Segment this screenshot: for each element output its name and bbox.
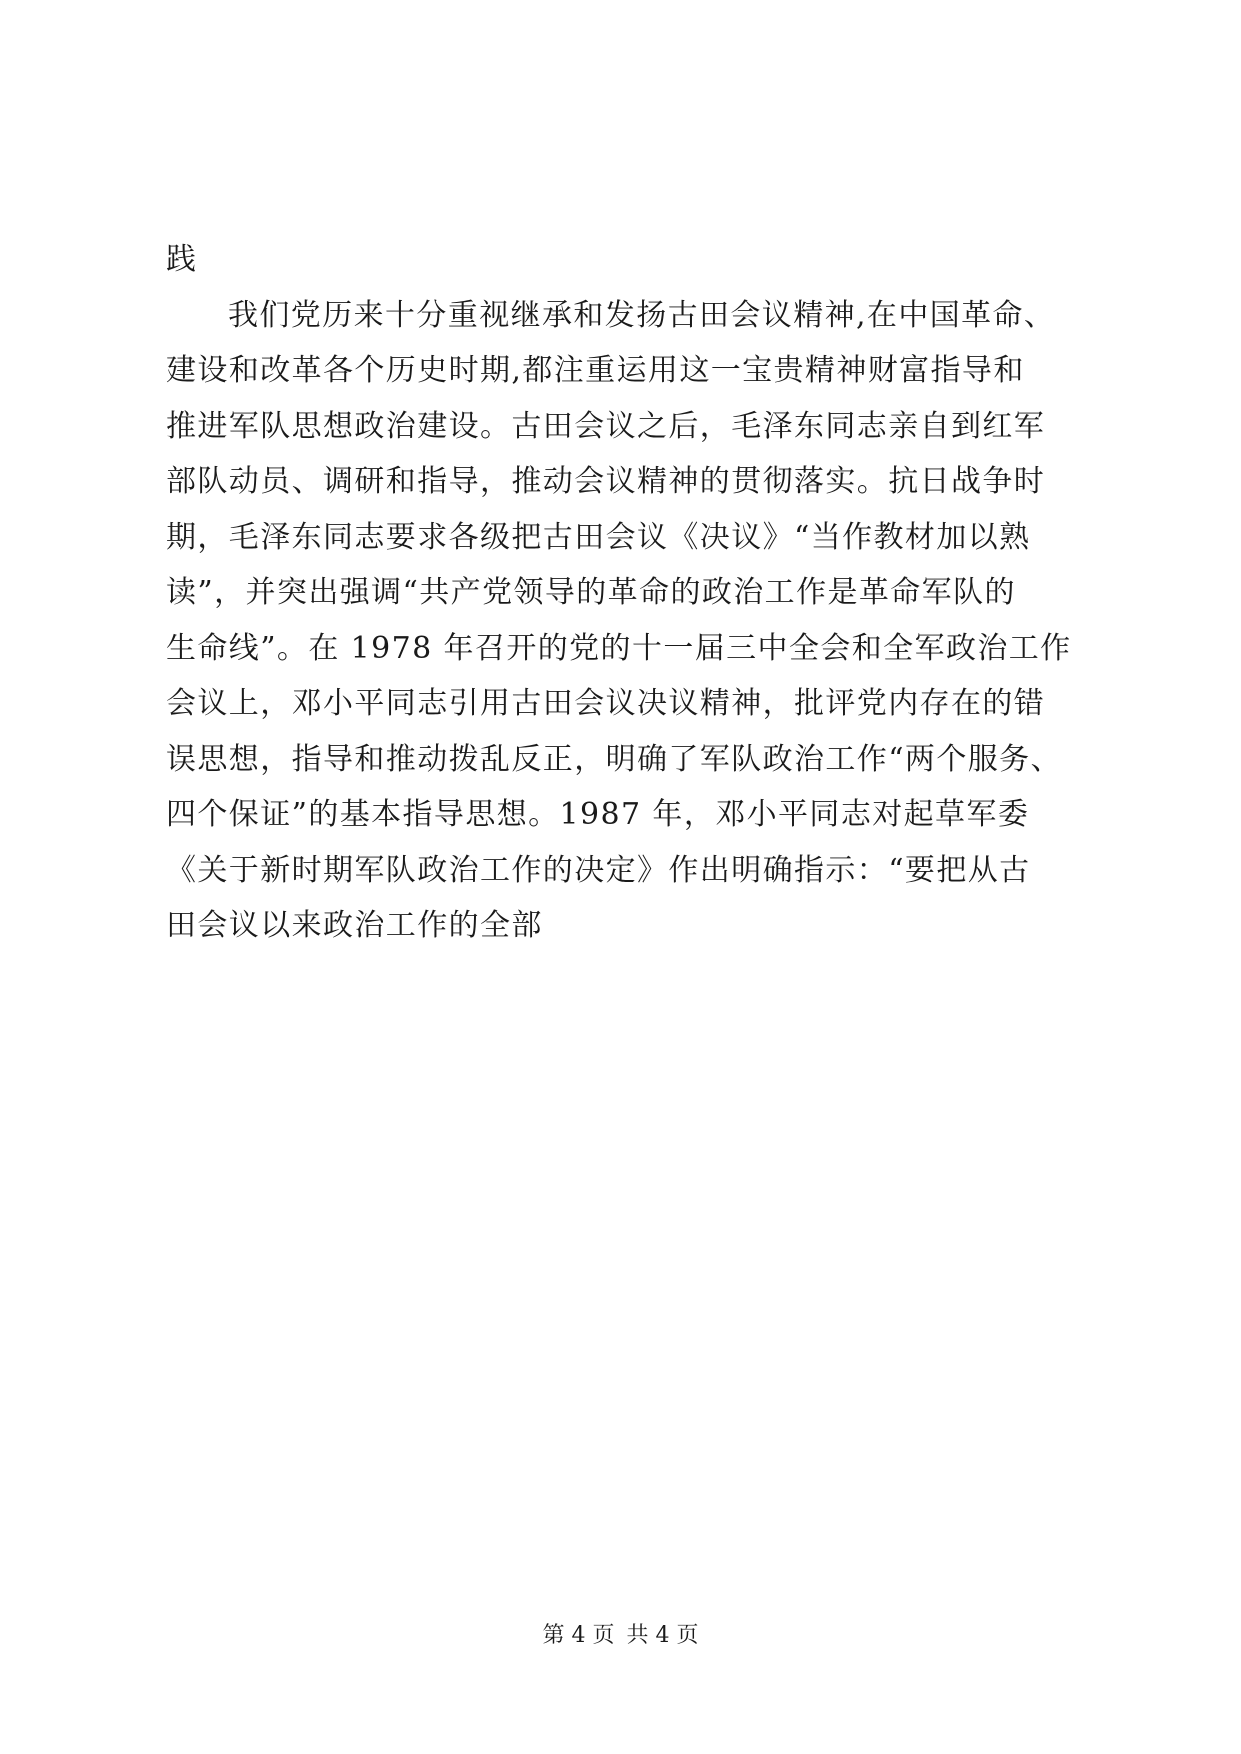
text-line-8: 生命线”。在 1978 年召开的党的十一届三中全会和全军政治工作 — [166, 630, 1072, 666]
text-line-6: 期，毛泽东同志要求各级把古田会议《决议》“当作教材加以熟 — [166, 519, 1031, 555]
text-line-11: 四个保证”的基本指导思想。1987 年，邓小平同志对起草军委 — [166, 797, 1030, 832]
text-line-4: 推进军队思想政治建设。古田会议之后，毛泽东同志亲自到红军 — [166, 408, 1046, 444]
text-line-13: 田会议以来政治工作的全部 — [166, 908, 543, 943]
body-text — [166, 232, 1086, 954]
page-number: 第 4 页 — [542, 1623, 615, 1648]
text-line-5: 部队动员、调研和指导，推动会议精神的贯彻落实。抗日战争时 — [166, 464, 1046, 499]
text-line-3: 建设和改革各个历史时期,都注重运用这一宝贵精神财富指导和 — [166, 353, 1025, 388]
page-total: 共 4 页 — [626, 1623, 699, 1648]
text-line-1: 践 — [166, 242, 198, 277]
page-footer — [0, 1622, 1241, 1650]
paragraph-start-line: 我们党历来十分重视继承和发扬古田会议精神,在中国革命、 — [228, 297, 1056, 333]
text-line-12: 《关于新时期军队政治工作的决定》作出明确指示：“要把从古 — [166, 852, 1031, 888]
text-line-10: 误思想，指导和推动拨乱反正，明确了军队政治工作“两个服务、 — [166, 741, 1062, 777]
text-line-7: 读”，并突出强调“共产党领导的革命的政治工作是革命军队的 — [166, 575, 1016, 610]
text-line-9: 会议上，邓小平同志引用古田会议决议精神，批评党内存在的错 — [166, 686, 1046, 721]
